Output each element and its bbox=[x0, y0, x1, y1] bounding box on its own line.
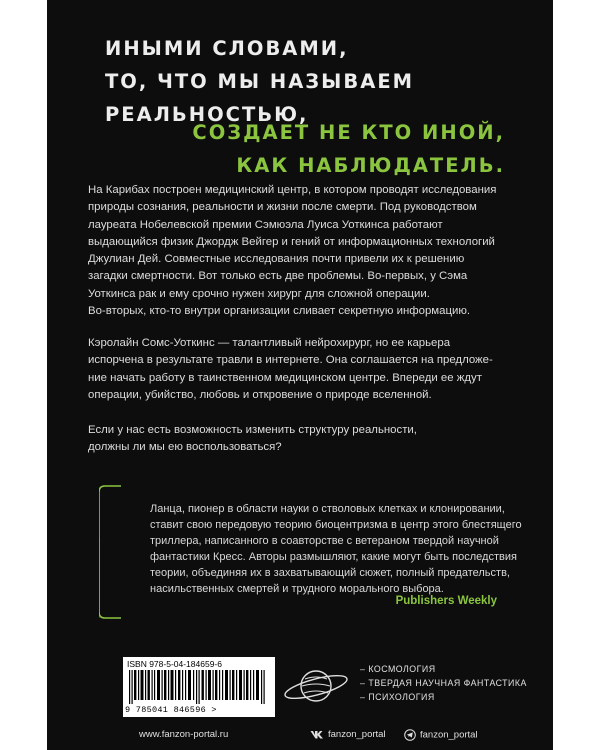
telegram-icon bbox=[404, 729, 416, 741]
text-line: Если у нас есть возможность изменить структуру реальности, bbox=[88, 424, 417, 436]
synopsis-paragraph-2 bbox=[88, 335, 528, 404]
genre-item: – ТВЕРДАЯ НАУЧНАЯ ФАНТАСТИКА bbox=[360, 678, 527, 688]
text-line: ние начать работу в таинственном медицинском центре. Впереди ее ждут bbox=[88, 371, 482, 384]
vk-link[interactable] bbox=[310, 729, 386, 740]
text-line: Кэролайн Сомс-Уоткинс — талантливый нейрохирург, но ее карьера bbox=[88, 337, 451, 349]
genre-item: – КОСМОЛОГИЯ bbox=[360, 664, 436, 674]
review-block bbox=[99, 478, 539, 628]
text-line: Джулиан Дей. Совместные исследования почти привели их к решению bbox=[88, 253, 465, 266]
headline-line: ТО, ЧТО МЫ НАЗЫВАЕМ bbox=[105, 70, 415, 93]
telegram-link[interactable] bbox=[404, 729, 478, 741]
text-line: ставит свою передовую теорию биоцентризма в центр этого блестящего bbox=[150, 519, 522, 531]
headline-line: ИНЫМИ СЛОВАМИ, bbox=[105, 37, 349, 60]
isbn-label: ISBN 978-5-04-184659-6 bbox=[127, 659, 222, 669]
synopsis-paragraph-3 bbox=[88, 422, 528, 457]
text-line: операции, убийство, любовь и откровение о природе вселенной. bbox=[88, 388, 432, 401]
text-line: Уоткинса рак и ему срочно нужен хирург для сложной операции. bbox=[88, 287, 430, 300]
review-text bbox=[150, 501, 522, 597]
telegram-handle: fanzon_portal bbox=[420, 729, 478, 741]
genre-item: – ПСИХОЛОГИЯ bbox=[360, 692, 435, 702]
barcode-box bbox=[123, 657, 275, 717]
isbn-digits: 9 785041 846596 > bbox=[125, 705, 217, 715]
vk-icon bbox=[310, 730, 324, 739]
vk-handle: fanzon_portal bbox=[328, 729, 386, 740]
text-line: теории, объединяя их в захватывающий сюжет, полный предательств, bbox=[150, 567, 510, 579]
headline-green bbox=[192, 116, 505, 182]
headline-line: РЕАЛЬНОСТЬЮ, bbox=[105, 103, 309, 126]
barcode-icon bbox=[127, 670, 271, 704]
synopsis-paragraph-1 bbox=[88, 182, 528, 320]
saturn-planet-icon bbox=[281, 661, 351, 711]
text-line: выдающийся физик Джордж Вейгер и гений от информационных технологий bbox=[88, 235, 495, 248]
headline-line: СОЗДАЕТ НЕ КТО ИНОЙ, bbox=[192, 121, 505, 144]
text-line: лауреата Нобелевской премии Сэмюэла Луиса Уоткинса работают bbox=[88, 218, 443, 231]
text-line: загадки смертности. Вот только есть две проблемы. Во-первых, у Сэма bbox=[88, 270, 468, 283]
book-back-cover bbox=[47, 0, 553, 750]
genre-list bbox=[360, 662, 527, 704]
text-line: испорчена в результате травли в интернете. Она соглашается на предложе- bbox=[88, 354, 493, 367]
headline-line: КАК НАБЛЮДАТЕЛЬ. bbox=[236, 154, 505, 177]
review-source: Publishers Weekly bbox=[395, 595, 497, 607]
text-line: насильственных смертей и трудного морального выбора. bbox=[150, 583, 444, 595]
website-link[interactable]: www.fanzon-portal.ru bbox=[139, 729, 229, 740]
text-line: Во-вторых, кто-то внутри организации сливает секретную информацию. bbox=[88, 305, 471, 318]
text-line: На Карибах построен медицинский центр, в котором проводят исследования bbox=[88, 184, 497, 196]
text-line: Ланца, пионер в области науки о стволовых клетках и клонировании, bbox=[150, 503, 505, 515]
text-line: должны ли мы ею воспользоваться? bbox=[88, 441, 282, 454]
text-line: природы сознания, реальности и жизни после смерти. Под руководством bbox=[88, 201, 477, 214]
text-line: фантастики Кресс. Авторы размышляют, какие могут быть последствия bbox=[150, 551, 517, 563]
text-line: триллера, написанного в соавторстве с ветераном твердой научной bbox=[150, 535, 499, 547]
